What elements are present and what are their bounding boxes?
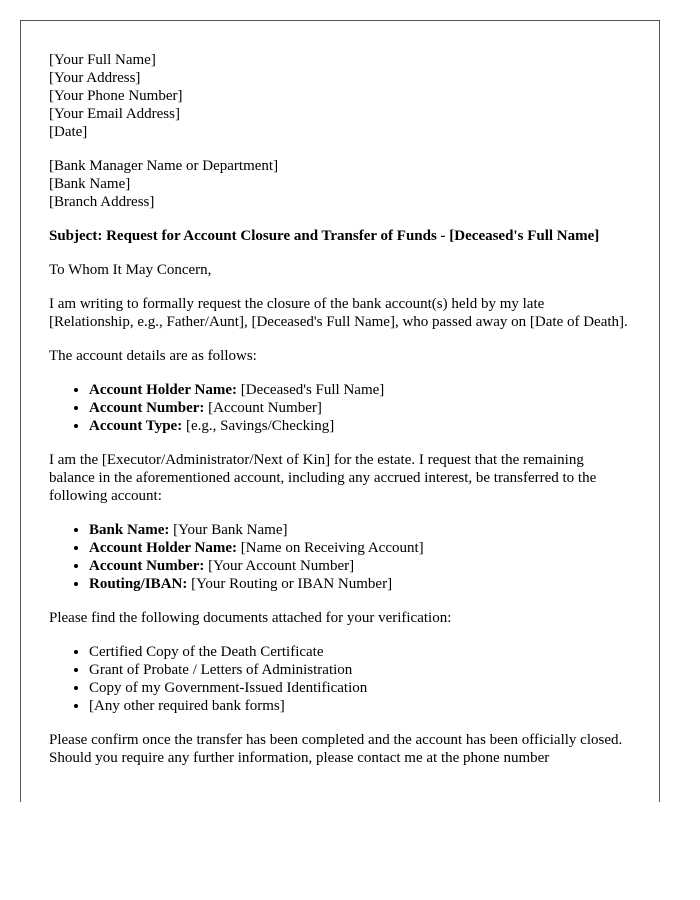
field-value: [e.g., Savings/Checking] <box>182 418 335 434</box>
field-value: [Your Routing or IBAN Number] <box>187 576 393 592</box>
list-item <box>89 521 631 539</box>
field-label: Account Number: <box>89 558 205 574</box>
field-label: Account Holder Name: <box>89 540 238 556</box>
salutation: To Whom It May Concern, <box>49 262 212 278</box>
field-label: Routing/IBAN: <box>89 576 188 592</box>
documents-list <box>49 643 631 715</box>
field-value: [Name on Receiving Account] <box>237 540 424 556</box>
recipient-bank: [Bank Name] <box>49 176 131 192</box>
account-details-list <box>49 381 631 435</box>
field-label: Account Number: <box>89 400 205 416</box>
field-label: Account Type: <box>89 418 183 434</box>
list-item <box>89 539 631 557</box>
list-item: • [Any other required bank forms] <box>89 697 631 715</box>
list-item: • Certified Copy of the Death Certificate <box>89 643 631 661</box>
list-item <box>89 575 631 593</box>
transfer-paragraph: I am the [Executor/Administrator/Next of Kin] for the estate. I request that the remaining balance in the aforementioned account, including any accrued interest, be transferred to the following account: <box>49 452 597 504</box>
sender-name: [Your Full Name] <box>49 52 156 68</box>
letter-page <box>20 20 660 802</box>
list-item: • Copy of my Government-Issued Identification <box>89 679 631 697</box>
documents-intro: Please find the following documents attached for your verification: <box>49 610 452 626</box>
list-item <box>89 417 631 435</box>
sender-address: [Your Address] <box>49 70 141 86</box>
field-value: [Your Bank Name] <box>169 522 288 538</box>
field-value: [Your Account Number] <box>204 558 355 574</box>
subject-line: Subject: Request for Account Closure and Transfer of Funds - [Deceased's Full Name] <box>49 228 600 244</box>
intro-paragraph: I am writing to formally request the closure of the bank account(s) held by my late [Relationship, e.g., Father/Aunt], [Deceased's Full Name], who passed away on [Date of Death]. <box>49 296 628 330</box>
list-item <box>89 381 631 399</box>
receiving-account-list <box>49 521 631 593</box>
field-label: Account Holder Name: <box>89 382 238 398</box>
sender-email: [Your Email Address] <box>49 106 180 122</box>
list-item <box>89 557 631 575</box>
recipient-block <box>49 157 631 211</box>
field-label: Bank Name: <box>89 522 170 538</box>
account-details-intro: The account details are as follows: <box>49 348 257 364</box>
letter-date: [Date] <box>49 124 88 140</box>
closing-paragraph: Please confirm once the transfer has been completed and the account has been officially closed. Should you require any further information, please contact me at the phone number <box>49 732 623 766</box>
sender-block <box>49 51 631 141</box>
list-item <box>89 399 631 417</box>
list-item: • Grant of Probate / Letters of Administration <box>89 661 631 679</box>
sender-phone: [Your Phone Number] <box>49 88 183 104</box>
field-value: [Account Number] <box>204 400 322 416</box>
recipient-branch: [Branch Address] <box>49 194 155 210</box>
recipient-manager: [Bank Manager Name or Department] <box>49 158 279 174</box>
field-value: [Deceased's Full Name] <box>237 382 385 398</box>
